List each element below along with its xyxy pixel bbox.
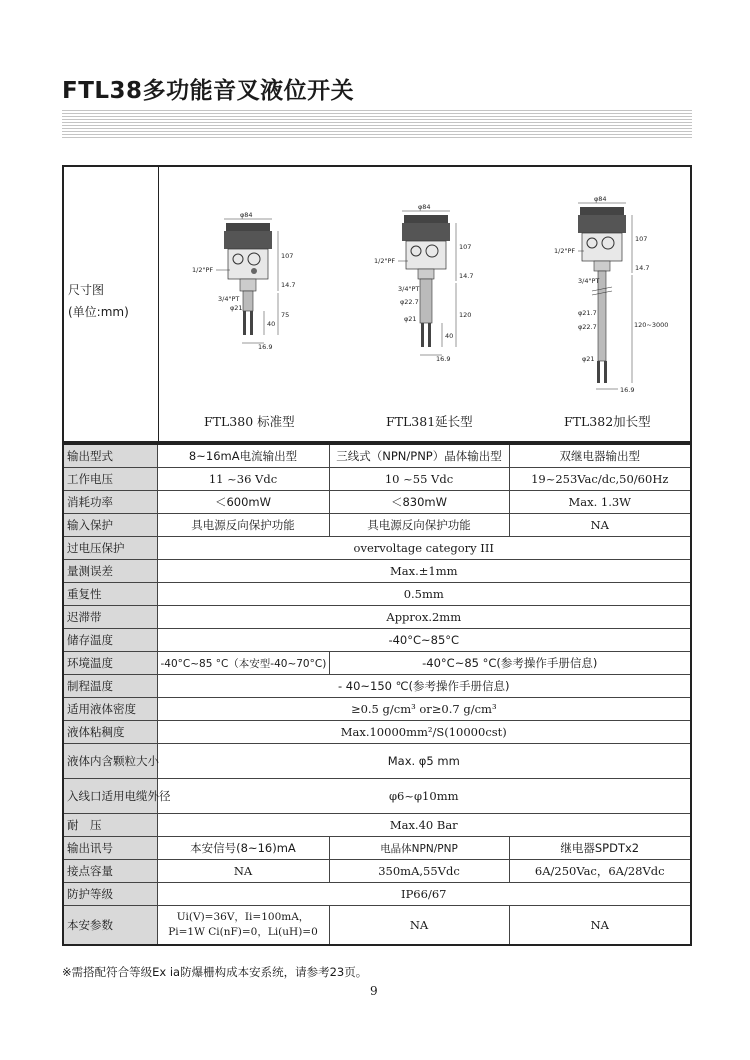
cell: overvoltage category III [157,537,691,560]
d381-dia1: φ22.7 [400,298,419,306]
d382-width: φ84 [594,195,607,203]
table-row [63,906,691,946]
cell: ≥0.5 g/cm³ or≥0.7 g/cm³ [157,698,691,721]
table-row [63,779,691,814]
d382-dia2: φ22.7 [578,323,597,331]
row-label: 迟滞带 [63,606,157,629]
table-row [63,814,691,837]
page-title: FTL38多功能音叉液位开关 [62,78,355,104]
table-row [63,468,691,491]
table-row [63,560,691,583]
row-label: 量测误差 [63,560,157,583]
cell: ＜600mW [157,491,329,514]
cell: φ6~φ10mm [157,779,691,814]
table-row [63,744,691,779]
cell: 11 ~36 Vdc [157,468,329,491]
d381-thread-bottom: 3/4"PT [398,285,420,293]
dimension-panel [62,165,692,443]
header-stripes [62,110,692,138]
footnote: ※需搭配符合等级Ex ia防爆栅构成本安系统，请参考23页。 [62,965,368,979]
dimension-label-unit: (单位:mm) [68,305,129,319]
cell: Approx.2mm [157,606,691,629]
caption-ftl381: FTL381延长型 [386,414,473,429]
cell: Max.±1mm [157,560,691,583]
cell: 三线式（NPN/PNP）晶体输出型 [329,444,509,468]
d381-width: φ84 [418,203,431,211]
d380-thread-bottom: 3/4"PT [218,295,240,303]
row-label: 过电压保护 [63,537,157,560]
cell: 具电源反向保护功能 [329,514,509,537]
d380-h4: 40 [267,320,276,328]
row-label: 工作电压 [63,468,157,491]
table-row [63,860,691,883]
row-label: 输入保护 [63,514,157,537]
cell: NA [509,514,691,537]
cell: 继电器SPDTx2 [509,837,691,860]
dimension-label-cell [64,167,159,441]
d381-h1: 107 [459,243,472,251]
diagram-ftl381 [354,203,504,363]
table-row [63,837,691,860]
d381-h3: 120 [459,311,472,319]
row-label: 接点容量 [63,860,157,883]
table-row [63,883,691,906]
d382-thread-top: 1/2"PF [554,247,576,255]
cell: NA [329,906,509,946]
d382-fork: 16.9 [620,386,635,394]
row-label: 液体内含颗粒大小 [63,744,157,779]
d380-dia: φ21 [230,304,243,312]
row-label: 本安参数 [63,906,157,946]
d380-h1: 107 [281,252,294,260]
d381-dia2: φ21 [404,315,417,323]
d380-h3: 75 [281,311,290,319]
cell: 双继电器输出型 [509,444,691,468]
row-label: 耐 压 [63,814,157,837]
cell: 电晶体NPN/PNP [329,837,509,860]
dimension-label-title: 尺寸图 [68,283,105,297]
d381-h4: 40 [445,332,454,340]
d382-dia1: φ21.7 [578,309,597,317]
d381-h2: 14.7 [459,272,474,280]
cell: Max. φ5 mm [157,744,691,779]
row-label: 入线口适用电缆外径 [63,779,157,814]
cell: IP66/67 [157,883,691,906]
row-label: 储存温度 [63,629,157,652]
table-row [63,514,691,537]
d381-fork: 16.9 [436,355,451,363]
d382-h2: 14.7 [635,264,650,272]
cell: 8~16mA电流输出型 [157,444,329,468]
d382-dia3: φ21 [582,355,595,363]
table-row [63,698,691,721]
cell: 6A/250Vac，6A/28Vdc [509,860,691,883]
cell: 350mA,55Vdc [329,860,509,883]
table-row [63,629,691,652]
table-row [63,652,691,675]
cell: - 40~150 ℃(参考操作手册信息) [157,675,691,698]
cell: 本安信号(8~16)mA [157,837,329,860]
cell: 10 ~55 Vdc [329,468,509,491]
page-number: 9 [370,984,378,998]
cell: -40°C~85 °C（本安型-40~70°C) [157,652,329,675]
table-row [63,444,691,468]
d380-fork: 16.9 [258,343,273,351]
cell: -40°C~85°C [157,629,691,652]
table-row [63,537,691,560]
row-label: 适用液体密度 [63,698,157,721]
cell: 具电源反向保护功能 [157,514,329,537]
row-label: 防护等级 [63,883,157,906]
cell: ＜830mW [329,491,509,514]
caption-ftl382: FTL382加长型 [564,414,651,429]
d382-h1: 107 [635,235,648,243]
cell: Max.40 Bar [157,814,691,837]
d380-width: φ84 [240,211,253,219]
intrinsic-line-2: Pi=1W Ci(nF)=0，Li(uH)=0 [168,926,318,938]
table-row [63,721,691,744]
cell [157,906,329,946]
row-label: 液体粘稠度 [63,721,157,744]
row-label: 消耗功率 [63,491,157,514]
cell: NA [157,860,329,883]
table-row [63,583,691,606]
d381-thread-top: 1/2"PF [374,257,396,265]
d380-thread-top: 1/2"PF [192,266,214,274]
spec-table [62,443,692,946]
d382-h3: 120~3000 [634,321,669,329]
table-row [63,675,691,698]
diagram-ftl382 [534,195,684,395]
table-row [63,606,691,629]
cell: NA [509,906,691,946]
cell: 19~253Vac/dc,50/60Hz [509,468,691,491]
table-row [63,491,691,514]
d380-h2: 14.7 [281,281,296,289]
cell: Max. 1.3W [509,491,691,514]
diagram-ftl380 [174,211,324,356]
row-label: 输出型式 [63,444,157,468]
caption-ftl380: FTL380 标准型 [204,414,295,429]
row-label: 制程温度 [63,675,157,698]
cell: 0.5mm [157,583,691,606]
intrinsic-line-1: Ui(V)=36V，Ii=100mA， [176,911,310,923]
dimension-label [68,279,129,323]
row-label: 环境温度 [63,652,157,675]
row-label: 重复性 [63,583,157,606]
cell: Max.10000mm²/S(10000cst) [157,721,691,744]
row-label: 输出讯号 [63,837,157,860]
d382-thread-bottom: 3/4"PT [578,277,600,285]
cell: -40°C~85 °C(参考操作手册信息) [329,652,691,675]
